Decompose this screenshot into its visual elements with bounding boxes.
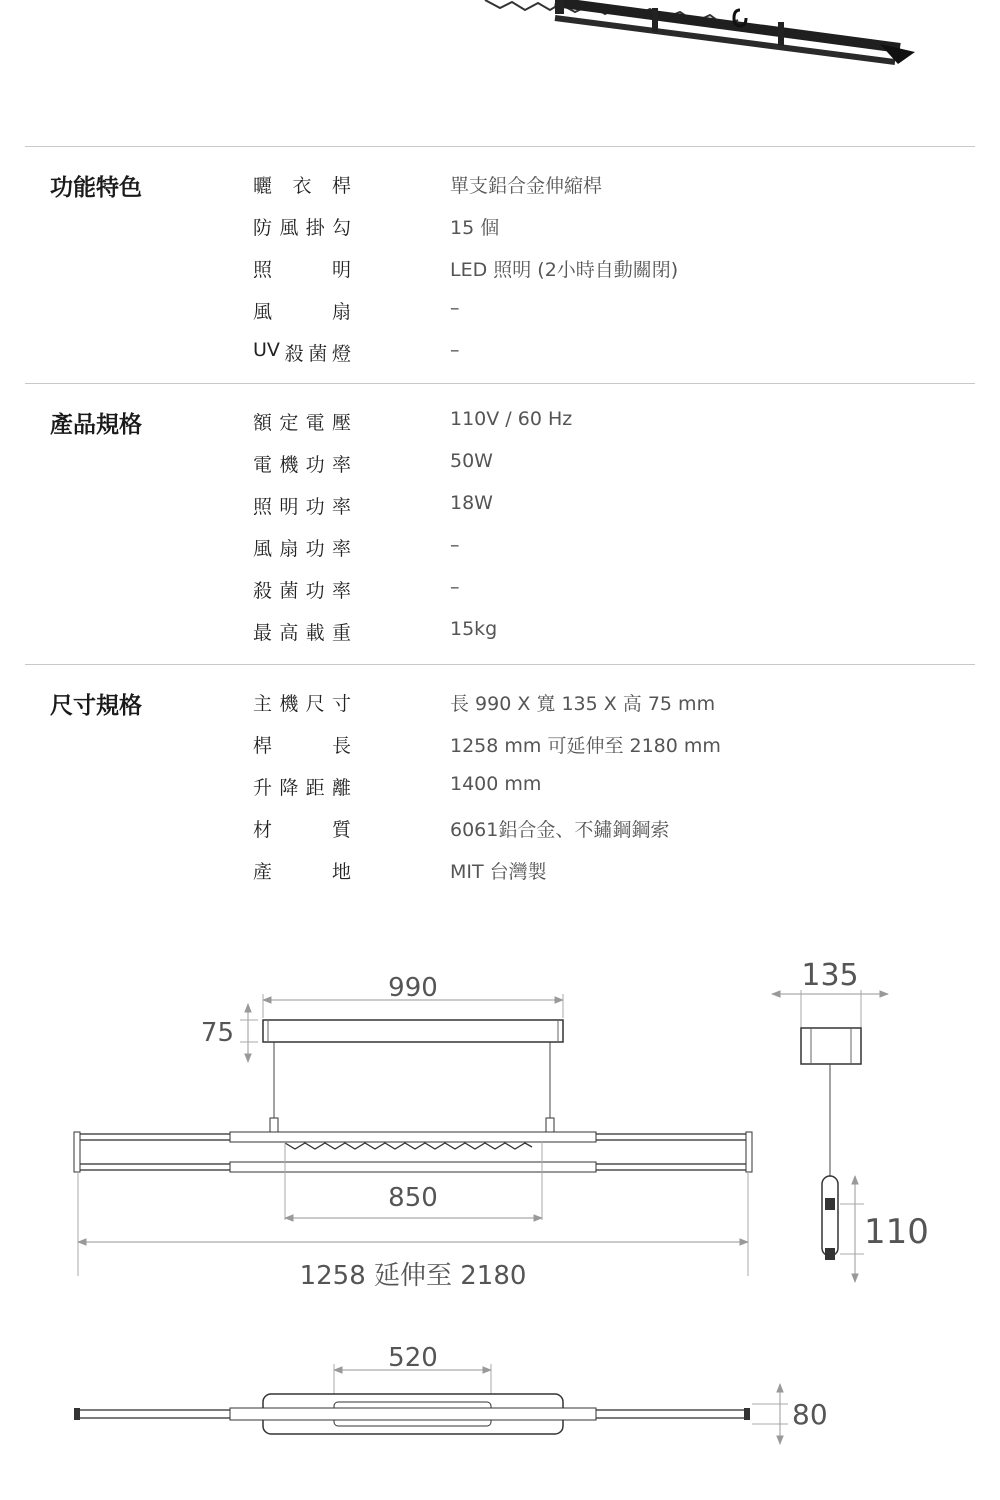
spec-label: 額 定 電 壓	[253, 412, 351, 434]
spec-label: 照 明 功 率	[253, 496, 351, 518]
spec-value: MIT 台灣製	[450, 861, 547, 883]
spec-value: 單支鋁合金伸縮桿	[450, 175, 603, 197]
spec-value: 110V / 60 Hz	[450, 408, 573, 430]
spec-value: 6061鋁合金、不鏽鋼鋼索	[450, 819, 670, 841]
spec-value: 1258 mm 可延伸至 2180 mm	[450, 735, 721, 757]
spec-label: 電 機 功 率	[253, 454, 351, 476]
spec-label: 升 降 距 離	[253, 777, 351, 799]
rod-length-label: 1258 延伸至 2180	[299, 1261, 527, 1291]
spec-label: 照 明	[253, 259, 351, 281]
spec-label: 曬 衣 桿	[253, 175, 351, 197]
spec-value: 18W	[450, 492, 493, 514]
spec-label: 桿 長	[253, 735, 351, 757]
side-view	[772, 958, 929, 1282]
top-view	[74, 1343, 828, 1444]
spec-value: –	[450, 297, 460, 319]
spec-label: 風 扇 功 率	[253, 538, 351, 560]
host-height-label: 75	[200, 1018, 234, 1048]
spec-value: 50W	[450, 450, 493, 472]
spec-label: 最 高 載 重	[253, 622, 351, 644]
spec-label: 殺 菌 功 率	[253, 580, 351, 602]
dimension-drawing	[0, 920, 1000, 1500]
specifications-section	[25, 383, 975, 665]
spec-value: LED 照明 (2小時自動關閉)	[450, 259, 679, 281]
light-length-label: 520	[388, 1343, 438, 1373]
spec-label: 風 扇	[253, 301, 351, 323]
host-unit-front	[263, 1020, 563, 1142]
host-width-label: 135	[801, 958, 859, 993]
spec-value: 15kg	[450, 618, 498, 640]
host-height-dimension	[201, 1004, 258, 1062]
hook-span-label: 850	[388, 1183, 438, 1213]
spec-value: 1400 mm	[450, 773, 542, 795]
section-title: 尺寸規格	[50, 693, 142, 719]
spec-value: –	[450, 534, 460, 556]
host-length-label: 990	[388, 973, 438, 1003]
spec-value: –	[450, 339, 460, 361]
hanger-height-label: 110	[864, 1212, 929, 1252]
features-section	[25, 146, 975, 384]
spec-label: UV 殺 菌 燈	[253, 339, 351, 365]
spec-value: 長 990 X 寬 135 X 高 75 mm	[450, 693, 716, 715]
spec-value: 15 個	[450, 217, 500, 239]
spec-label: 主 機 尺 寸	[253, 693, 351, 715]
spec-label: 防 風 掛 勾	[253, 217, 351, 239]
section-title: 產品規格	[50, 412, 142, 438]
section-title: 功能特色	[50, 175, 142, 201]
spec-value: –	[450, 576, 460, 598]
rod-length-dimension	[78, 1242, 748, 1291]
dimensions-section	[25, 664, 975, 905]
rod-height-label: 80	[792, 1398, 828, 1431]
hook-span-dimension	[285, 1183, 542, 1218]
spec-label: 產 地	[253, 861, 351, 883]
product-hero-image	[0, 0, 1000, 120]
spec-label: 材 質	[253, 819, 351, 841]
host-length-dimension	[263, 973, 563, 1018]
